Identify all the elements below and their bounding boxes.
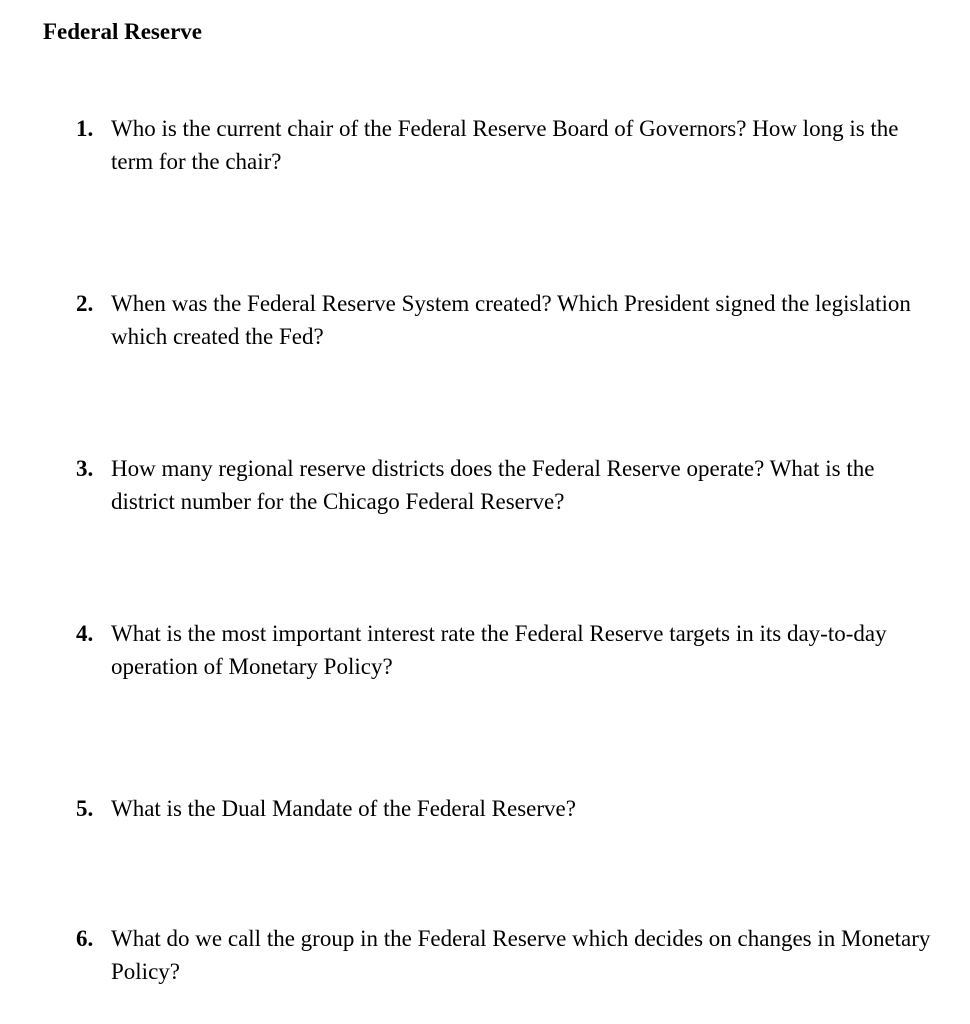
question-3	[76, 452, 938, 518]
question-1	[76, 112, 938, 178]
question-number: 6.	[76, 926, 94, 951]
question-6	[76, 922, 938, 988]
question-5	[76, 792, 938, 825]
document-title: Federal Reserve	[43, 19, 203, 44]
question-text: What is the most important interest rate the Federal Reserve targets in its day-to-day operation of Monetary Policy?	[111, 621, 887, 679]
question-2	[76, 287, 938, 353]
question-text: When was the Federal Reserve System created? Which President signed the legislation which created the Fed?	[111, 291, 911, 349]
question-number: 2.	[76, 291, 94, 316]
question-number: 1.	[76, 116, 94, 141]
question-number: 5.	[76, 796, 94, 821]
question-text: What is the Dual Mandate of the Federal Reserve?	[111, 796, 576, 821]
question-text: What do we call the group in the Federal Reserve which decides on changes in Monetary Policy?	[111, 926, 931, 984]
question-text: Who is the current chair of the Federal Reserve Board of Governors? How long is the term for the chair?	[111, 116, 899, 174]
question-4	[76, 617, 938, 683]
question-text: How many regional reserve districts does the Federal Reserve operate? What is the district number for the Chicago Federal Reserve?	[111, 456, 875, 514]
question-number: 4.	[76, 621, 94, 646]
question-number: 3.	[76, 456, 94, 481]
